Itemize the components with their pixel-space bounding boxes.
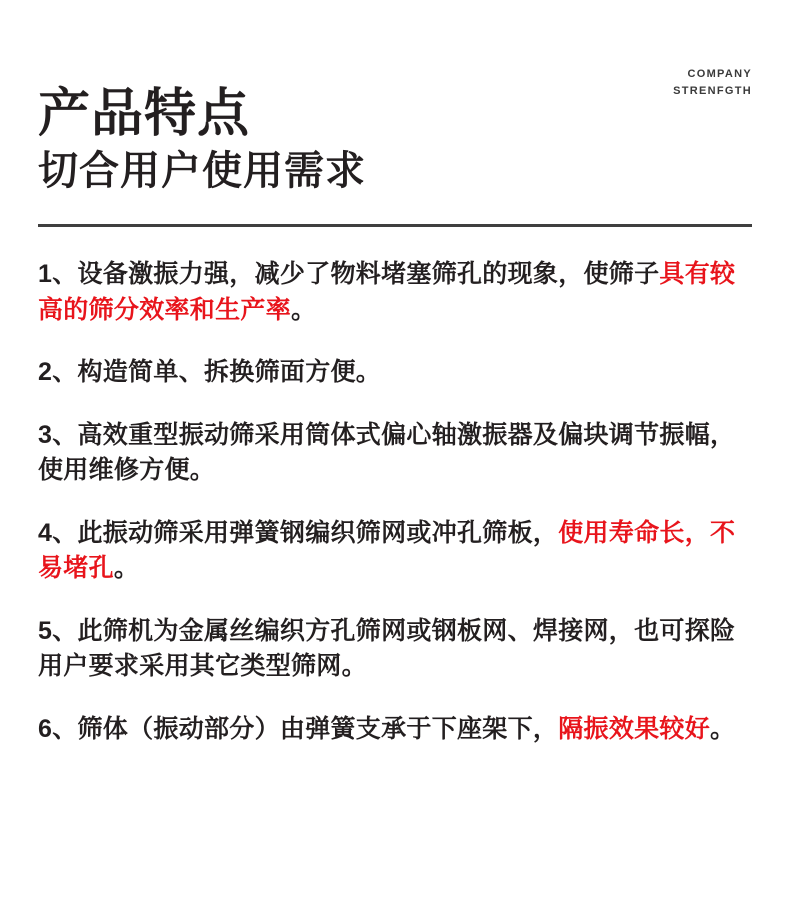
item-text: 1、设备激振力强，减少了物料堵塞筛孔的现象，使筛子 — [38, 260, 660, 289]
page-title: 产品特点 — [38, 85, 251, 143]
feature-item — [38, 418, 752, 489]
feature-item — [38, 614, 752, 685]
corner-label-line2: STRENFGTH — [673, 85, 752, 97]
header-divider — [38, 224, 752, 227]
feature-item — [38, 355, 752, 391]
item-text: 。 — [113, 554, 140, 583]
feature-item — [38, 257, 752, 328]
page-header — [38, 0, 752, 196]
item-text: 。 — [710, 714, 736, 743]
highlighted-text: 具有较高的筛分效率和生产率 — [38, 260, 736, 324]
item-text: 6、筛体（振动部分）由弹簧支承于下座架下， — [38, 714, 559, 743]
page-subtitle: 切合用户使用需求 — [38, 149, 366, 194]
feature-item — [38, 712, 752, 748]
highlighted-text: 使用寿命长，不易堵孔 — [38, 518, 736, 583]
feature-item — [38, 516, 752, 587]
item-text: 3、高效重型振动筛采用筒体式偏心轴激振器及偏块调节振幅，使用维修方便。 — [38, 420, 736, 485]
feature-list — [38, 257, 752, 747]
item-text: 5、此筛机为金属丝编织方孔筛网或钢板网、焊接网，也可探险用户要求采用其它类型筛网。 — [38, 616, 736, 681]
company-strength-label — [673, 66, 752, 100]
item-text: 4、此振动筛采用弹簧钢编织筛网或冲孔筛板， — [38, 518, 559, 547]
corner-label-line1: COMPANY — [687, 68, 752, 80]
item-text: 。 — [291, 295, 317, 324]
item-text: 2、构造简单、拆换筛面方便。 — [38, 358, 382, 387]
highlighted-text: 隔振效果较好 — [558, 714, 711, 743]
